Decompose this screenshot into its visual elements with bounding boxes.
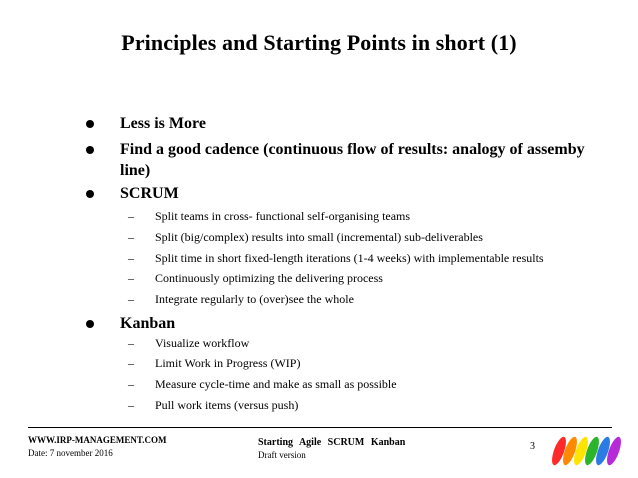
- dash-marker: –: [128, 209, 134, 223]
- sub-bullet-text: Integrate regularly to (over)see the whole: [155, 292, 354, 306]
- sub-bullet-text: Measure cycle-time and make as small as possible: [155, 377, 397, 391]
- bullet-text: Less is More: [120, 115, 206, 132]
- dash-marker: –: [128, 230, 134, 244]
- bullet-dot-icon: [86, 190, 94, 198]
- colored-strokes-logo-icon: [551, 431, 621, 471]
- bullet-text: SCRUM: [120, 185, 179, 202]
- sub-bullet-text: Split (big/complex) results into small (incremental) sub-deliverables: [155, 230, 483, 244]
- dash-marker: –: [128, 356, 134, 370]
- bullet-text: Find a good cadence (continuous flow of results: analogy of assemby line): [120, 141, 585, 179]
- sub-bullet-text: Continuously optimizing the delivering process: [155, 271, 383, 285]
- bullet-dot-icon: [86, 120, 94, 128]
- footer-title: Starting Agile SCRUM Kanban: [258, 437, 406, 448]
- page-number: 3: [530, 441, 535, 452]
- bullet-dot-icon: [86, 320, 94, 328]
- sub-bullet-text: Pull work items (versus push): [155, 398, 299, 412]
- slide-title: Principles and Starting Points in short (1): [121, 30, 517, 55]
- bullet-dot-icon: [86, 146, 94, 154]
- footer-divider: [28, 427, 612, 428]
- sub-bullet-text: Limit Work in Progress (WIP): [155, 356, 301, 370]
- dash-marker: –: [128, 398, 134, 412]
- footer-url: WWW.IRP-MANAGEMENT.COM: [28, 435, 167, 445]
- sub-bullet-text: Visualize workflow: [155, 336, 250, 350]
- dash-marker: –: [128, 377, 134, 391]
- dash-marker: –: [128, 271, 134, 285]
- footer-date: Date: 7 november 2016: [28, 448, 113, 458]
- dash-marker: –: [128, 336, 134, 350]
- dash-marker: –: [128, 251, 134, 265]
- sub-bullet-text: Split teams in cross- functional self-organising teams: [155, 209, 411, 223]
- footer-draft: Draft version: [258, 450, 306, 460]
- sub-bullet-text: Split time in short fixed-length iterations (1-4 weeks) with implementable results: [155, 251, 544, 265]
- bullet-text: Kanban: [120, 315, 176, 332]
- dash-marker: –: [128, 292, 134, 306]
